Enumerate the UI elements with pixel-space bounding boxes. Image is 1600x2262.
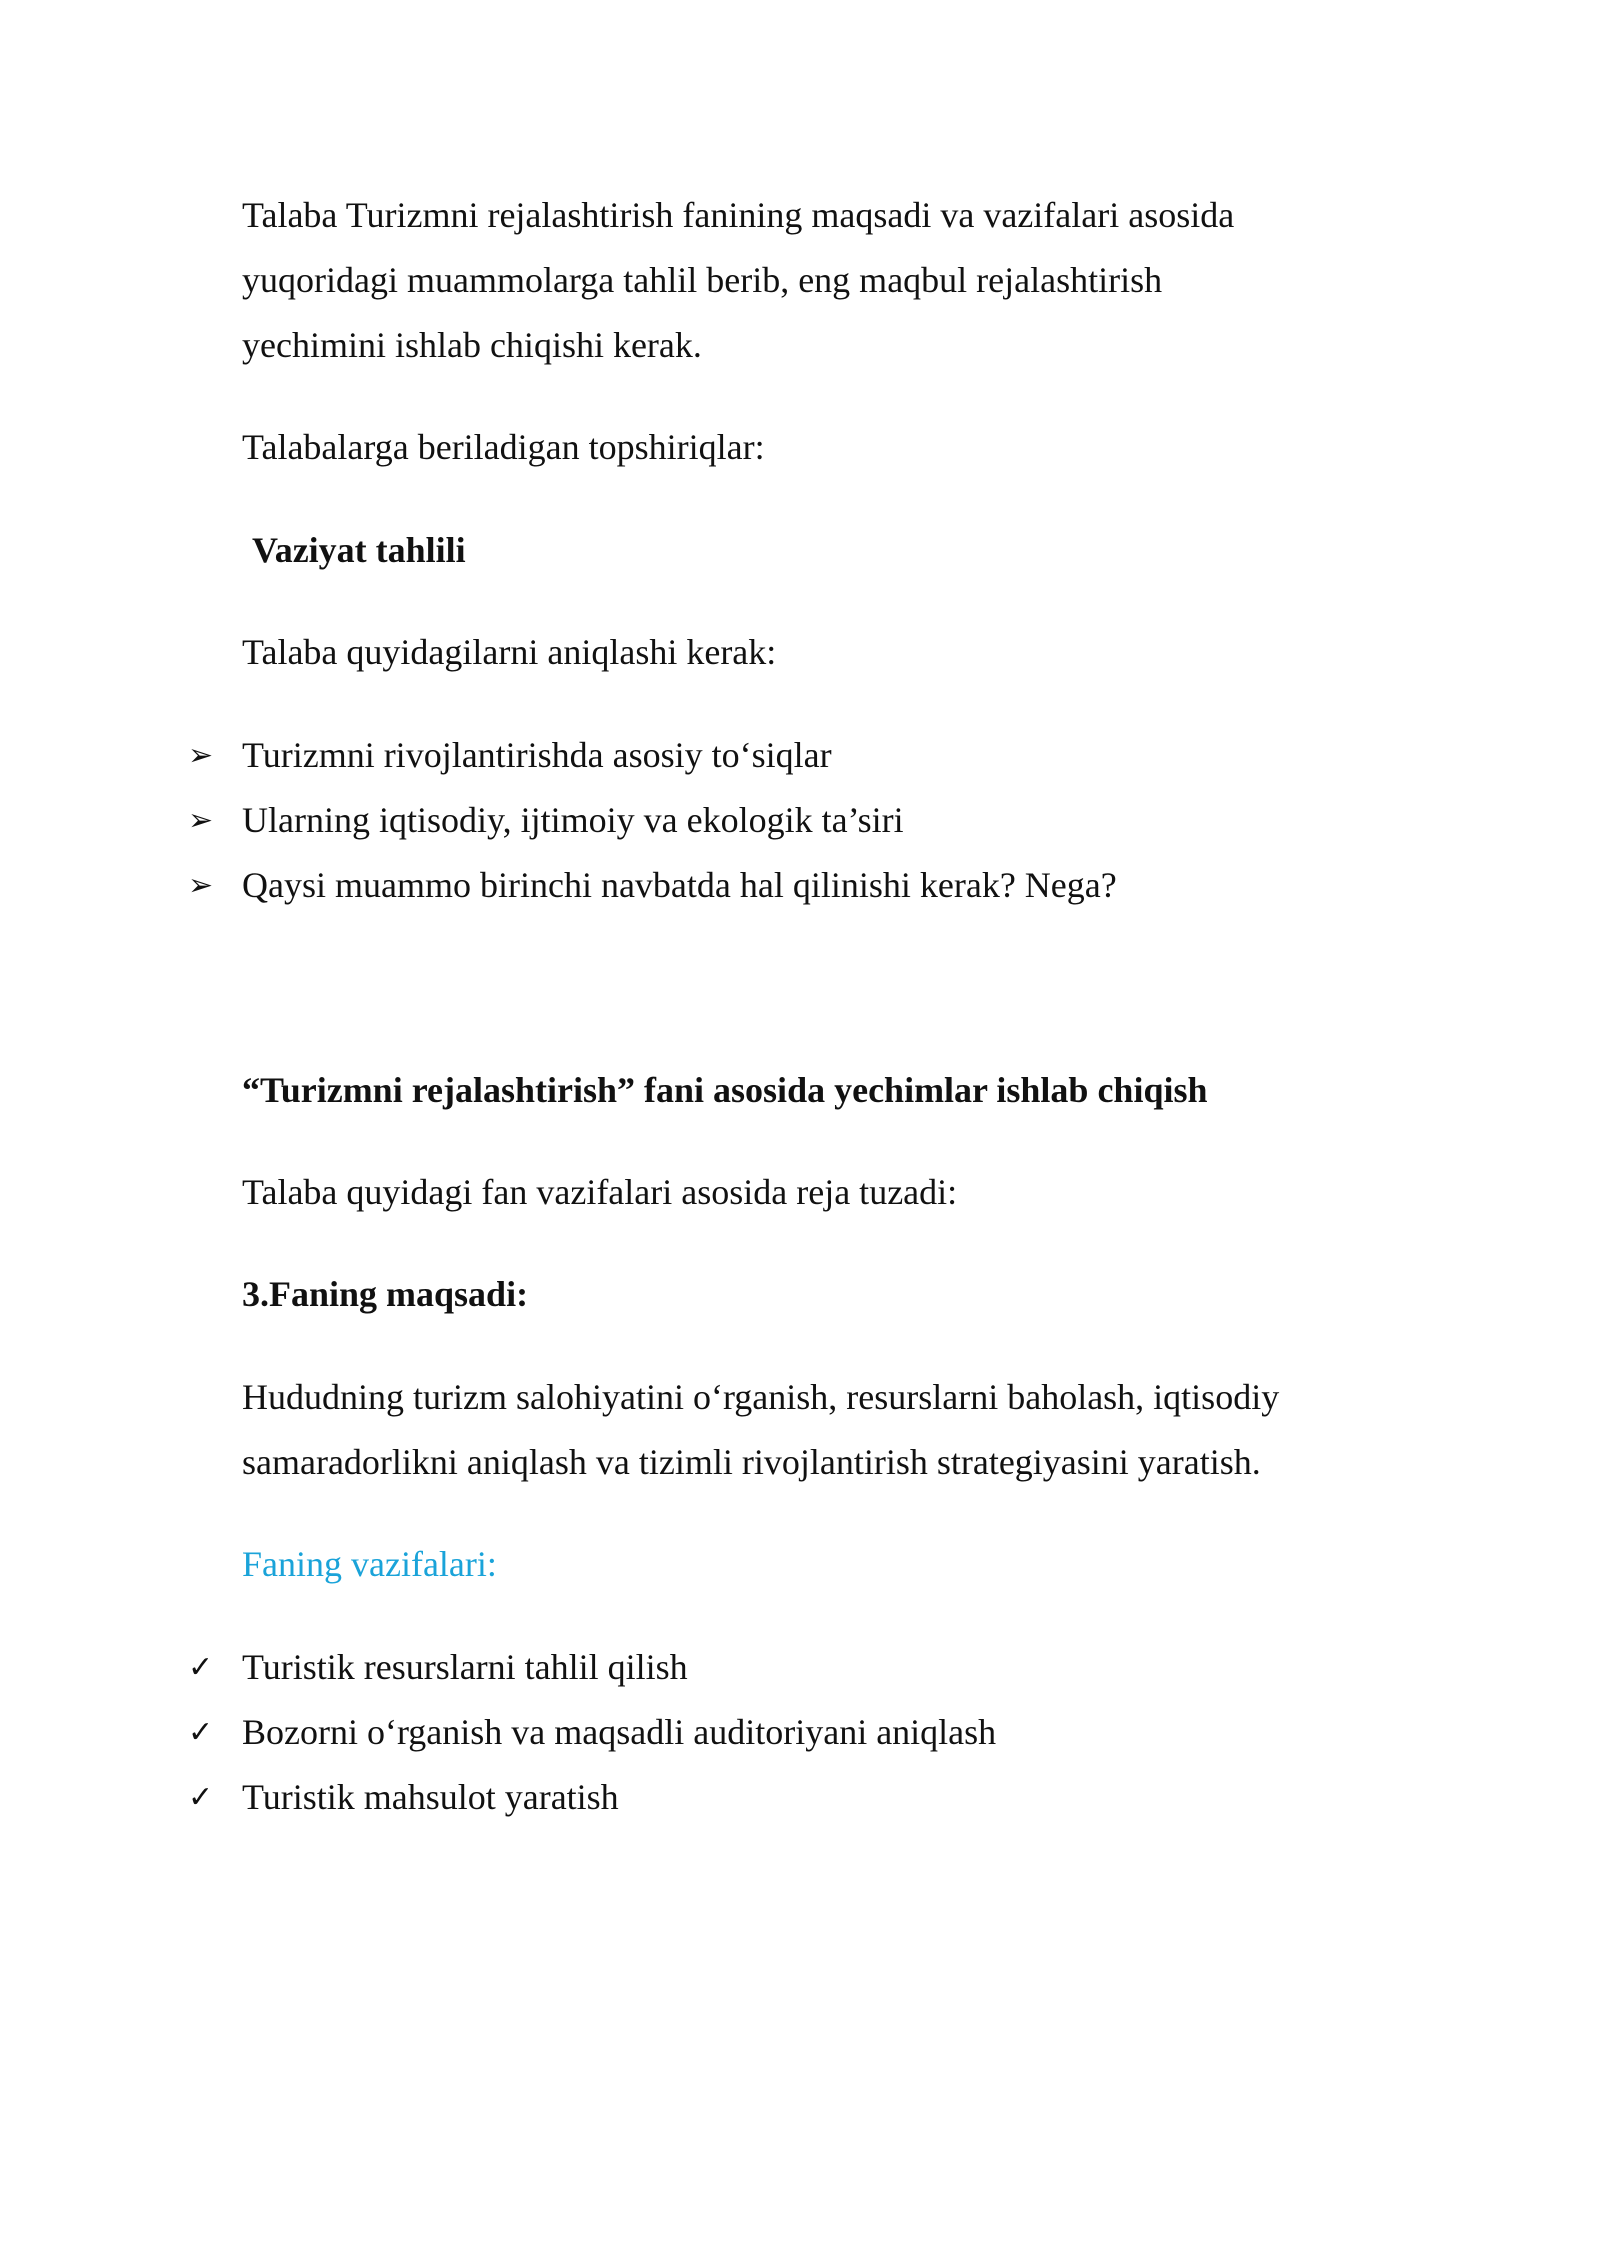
solutions-heading: “Turizmni rejalashtirish” fani asosida yechimlar ishlab chiqish (242, 1070, 1208, 1110)
checkmark-bullet-icon: ✓ (188, 1650, 214, 1685)
list-item-text: Bozorni o‘rganish va maqsadli auditoriyani aniqlash (242, 1712, 997, 1752)
intro-line-3: yechimini ishlab chiqishi kerak. (242, 325, 702, 365)
tasks-heading: Faning vazifalari: (242, 1544, 497, 1584)
list-item-text: Qaysi muammo birinchi navbatda hal qilinishi kerak? Nega? (242, 865, 1117, 905)
goal-paragraph (242, 1365, 1382, 1495)
goal-heading: 3.Faning maqsadi: (242, 1274, 529, 1314)
situation-lead: Talaba quyidagilarni aniqlashi kerak: (242, 632, 777, 672)
goal-line-2: samaradorlikni aniqlash va tizimli rivojlantirish strategiyasini yaratish. (242, 1442, 1261, 1482)
solutions-lead: Talaba quyidagi fan vazifalari asosida reja tuzadi: (242, 1172, 958, 1212)
arrowhead-bullet-icon: ➢ (188, 803, 214, 838)
list-item (0, 788, 1400, 853)
list-item-text: Ularning iqtisodiy, ijtimoiy va ekologik ta’siri (242, 800, 904, 840)
goal-line-1: Hududning turizm salohiyatini o‘rganish, resurslarni baholash, iqtisodiy (242, 1377, 1280, 1417)
arrowhead-bullet-icon: ➢ (188, 868, 214, 903)
intro-line-2: yuqoridagi muammolarga tahlil berib, eng maqbul rejalashtirish (242, 260, 1163, 300)
tasks-label: Talabalarga beriladigan topshiriqlar: (242, 427, 765, 467)
situation-heading: Vaziyat tahlili (252, 530, 466, 570)
list-item (0, 1765, 1400, 1830)
checkmark-bullet-icon: ✓ (188, 1780, 214, 1815)
list-item-text: Turistik mahsulot yaratish (242, 1777, 619, 1817)
intro-line-1: Talaba Turizmni rejalashtirish fanining maqsadi va vazifalari asosida (242, 195, 1235, 235)
list-item (0, 853, 1400, 918)
list-item-text: Turizmni rivojlantirishda asosiy to‘siqlar (242, 735, 832, 775)
checkmark-bullet-icon: ✓ (188, 1715, 214, 1750)
list-item (0, 723, 1400, 788)
list-item (0, 1700, 1400, 1765)
intro-paragraph (242, 183, 1382, 378)
arrowhead-bullet-icon: ➢ (188, 738, 214, 773)
list-item-text: Turistik resurslarni tahlil qilish (242, 1647, 688, 1687)
list-item (0, 1635, 1400, 1700)
